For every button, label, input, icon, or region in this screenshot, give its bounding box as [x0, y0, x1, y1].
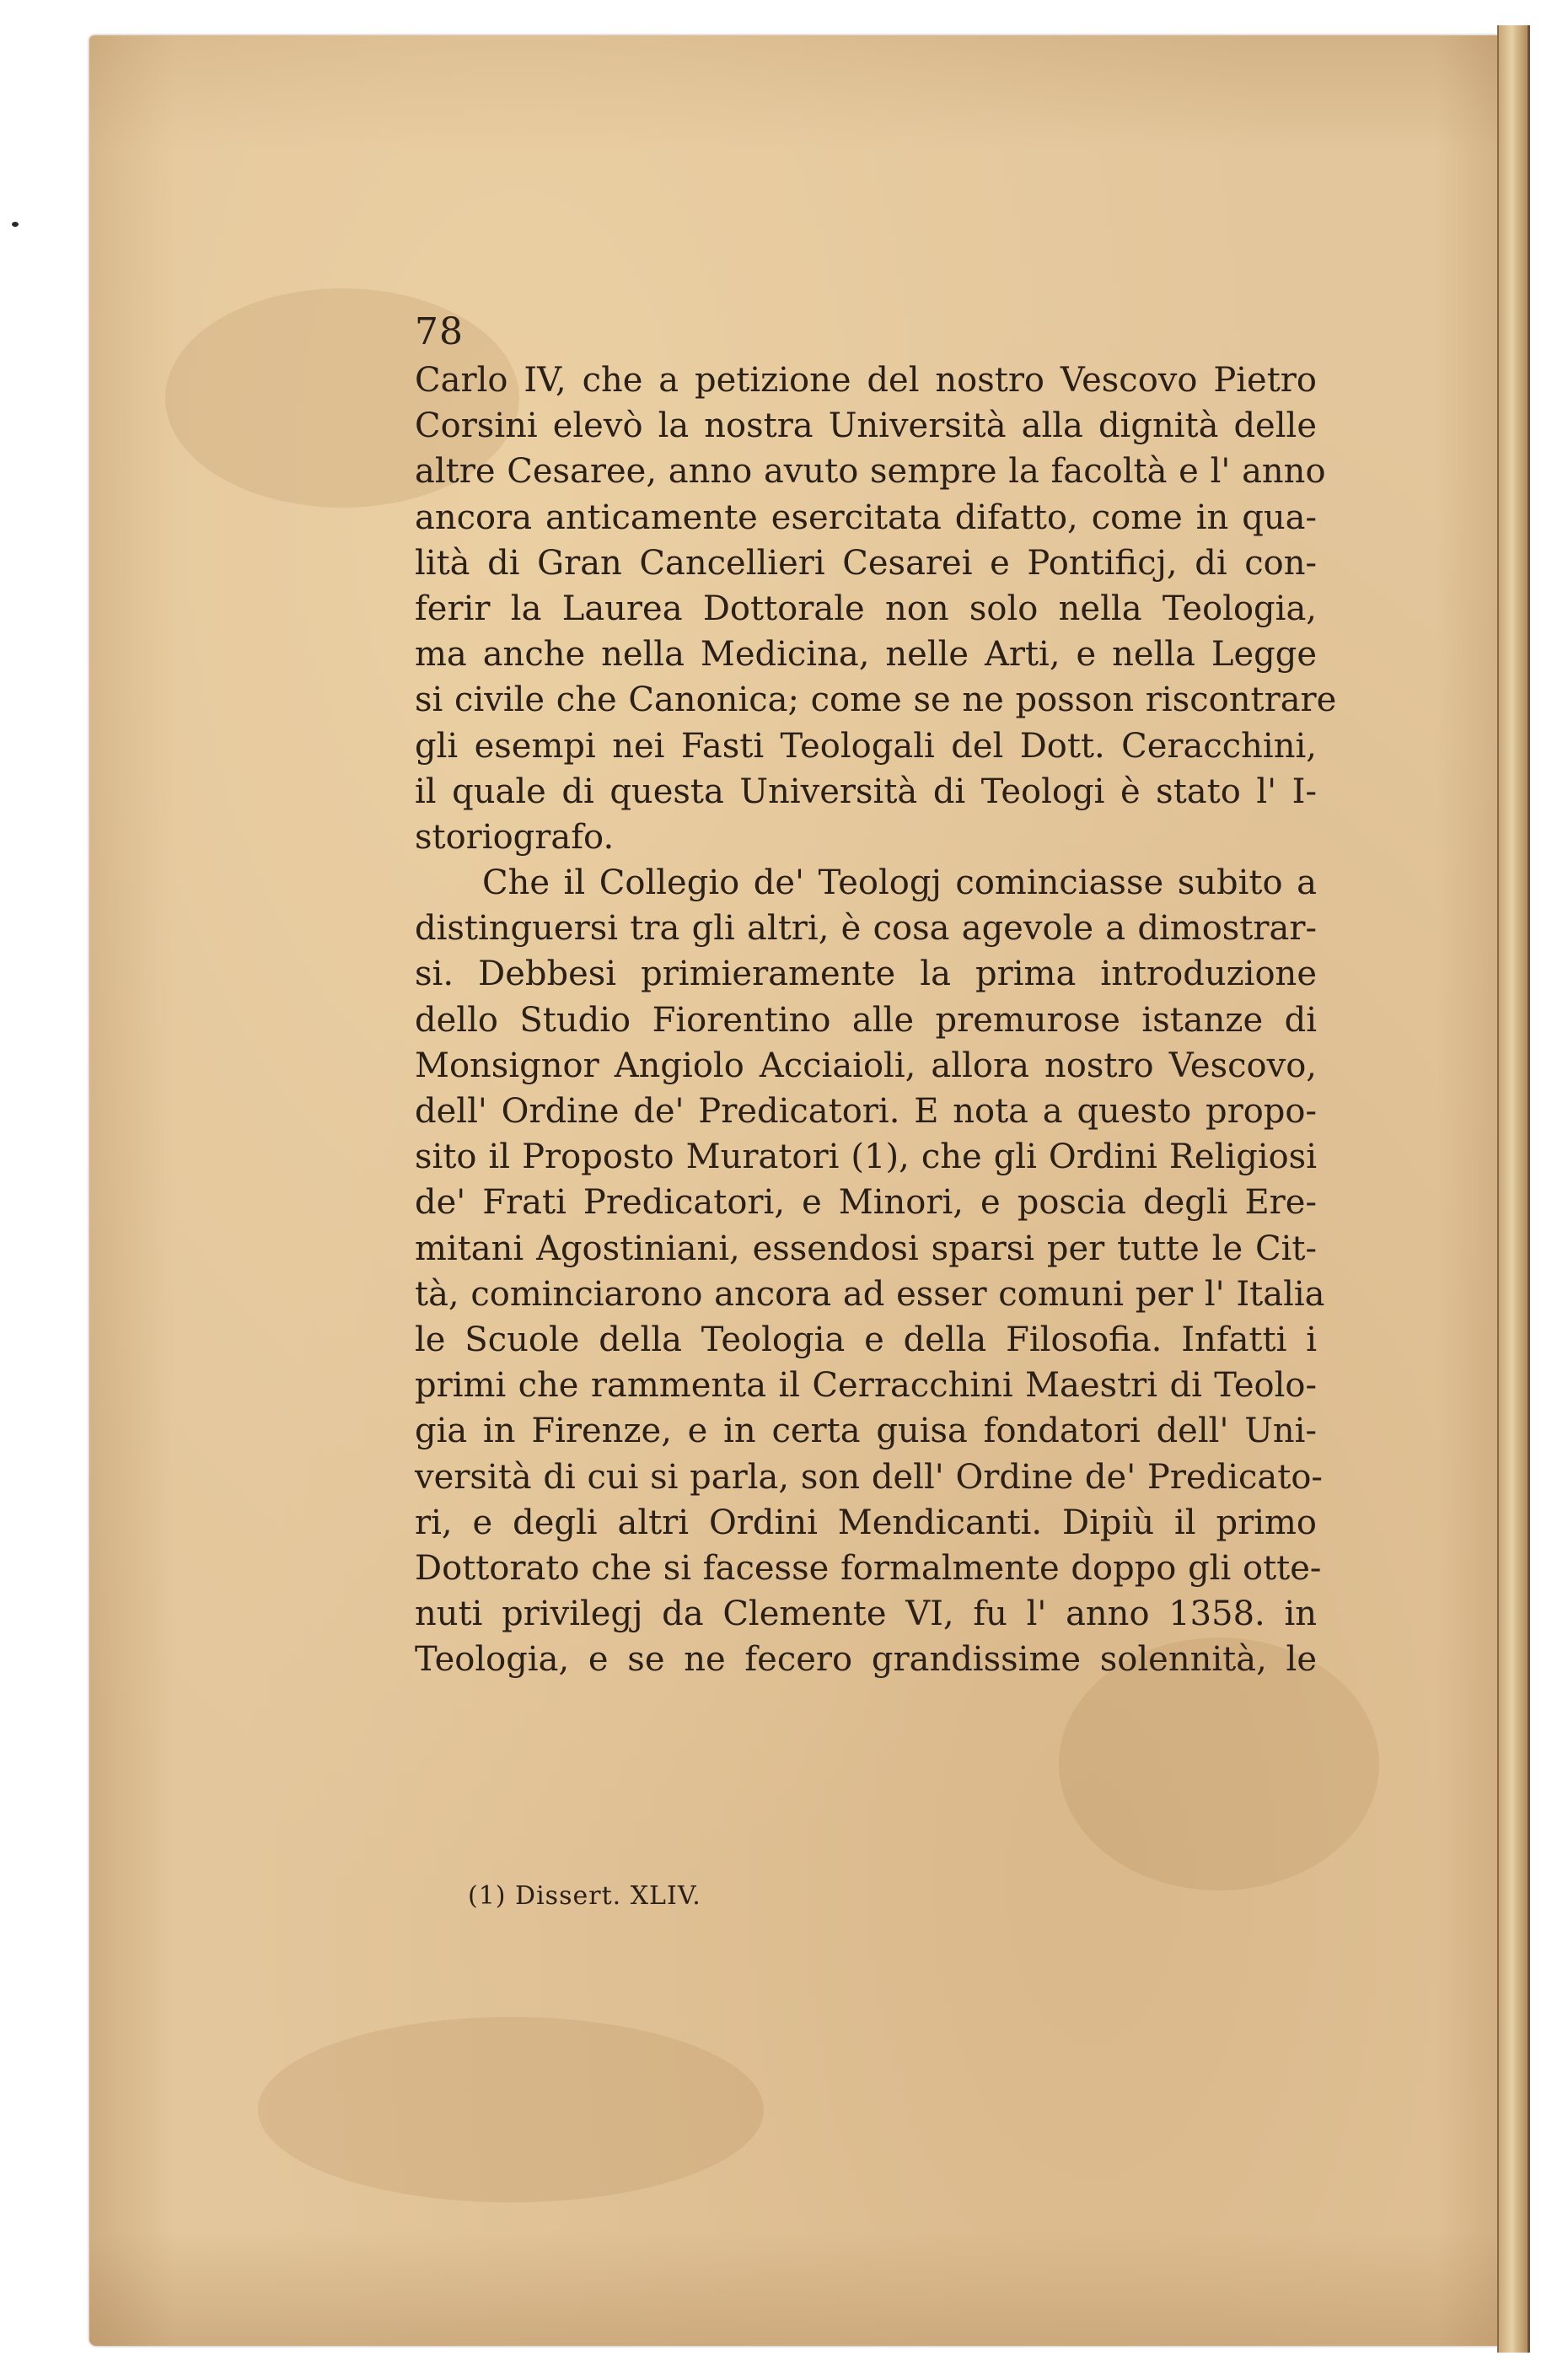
text-line: ancora anticamente esercitata difatto, come in qua-	[415, 497, 1317, 537]
text-line: tà, cominciarono ancora ad esser comuni per l' Italia	[415, 1274, 1325, 1314]
stain	[258, 2017, 764, 2202]
text-line: lità di Gran Cancellieri Cesarei e Pontificj, di con-	[415, 543, 1317, 583]
text-line: Monsignor Angiolo Acciaioli, allora nostro Vescovo,	[415, 1046, 1317, 1085]
text-line: dell' Ordine de' Predicatori. E nota a questo propo-	[415, 1092, 1317, 1131]
text-line: versità di cui si parla, son dell' Ordine de' Predicato-	[415, 1457, 1323, 1497]
text-line: ri, e degli altri Ordini Mendicanti. Dipiù il primo	[415, 1503, 1317, 1542]
specks	[12, 222, 19, 227]
text-line: si civile che Canonica; come se ne posson riscontrare	[415, 680, 1337, 720]
body-text	[415, 310, 1337, 1682]
text-line: ma anche nella Medicina, nelle Arti, e nella Legge	[415, 635, 1317, 675]
text-line: ferir la Laurea Dottorale non solo nella Teologia,	[415, 589, 1317, 628]
page-number: 78	[415, 310, 464, 353]
text-line: Corsini elevò la nostra Università alla dignità delle	[415, 406, 1317, 446]
text-line: storiografo.	[415, 817, 615, 857]
text-line: altre Cesaree, anno avuto sempre la facoltà e l' anno	[415, 452, 1326, 492]
text-line: Che il Collegio de' Teologj cominciasse subito a	[482, 863, 1317, 903]
text-line: gli esempi nei Fasti Teologali del Dott. Ceracchini,	[415, 726, 1317, 766]
text-line: nuti privilegj da Clemente VI, fu l' anno 1358. in	[415, 1595, 1317, 1634]
text-line: distinguersi tra gli altri, è cosa agevole a dimostrar-	[415, 909, 1317, 949]
text-line: de' Frati Predicatori, e Minori, e poscia degli Ere-	[415, 1183, 1317, 1223]
footnote: (1) Dissert. XLIV.	[468, 1881, 701, 1911]
text-line: il quale di questa Università di Teologi è stato l' I-	[415, 772, 1317, 811]
text-line: primi che rammenta il Cerracchini Maestri di Teolo-	[415, 1366, 1317, 1406]
text-line: Carlo IV, che a petizione del nostro Vescovo Pietro	[415, 361, 1317, 400]
text-line: Dottorato che si facesse formalmente doppo gli otte-	[415, 1548, 1322, 1588]
text-line: sito il Proposto Muratori (1), che gli Ordini Religiosi	[415, 1137, 1317, 1177]
text-line: gia in Firenze, e in certa guisa fondatori dell' Uni-	[415, 1412, 1317, 1451]
text-line: Teologia, e se ne fecero grandissime solennità, le	[415, 1640, 1317, 1680]
text-line: mitani Agostiniani, essendosi sparsi per tutte le Cit-	[415, 1229, 1317, 1268]
text-line: si. Debbesi primieramente la prima introduzione	[415, 955, 1317, 994]
text-line: le Scuole della Teologia e della Filosofia. Infatti i	[415, 1320, 1317, 1359]
text-line: dello Studio Fiorentino alle premurose istanze di	[415, 1000, 1317, 1040]
page-fold-edge	[1497, 25, 1530, 2353]
